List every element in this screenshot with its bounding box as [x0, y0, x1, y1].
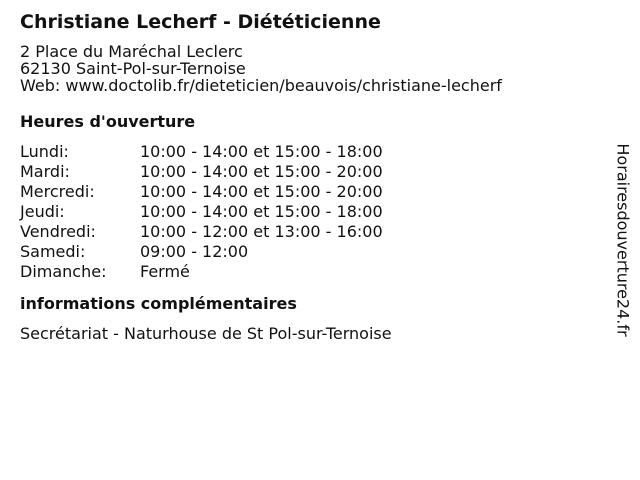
address-line-1: 2 Place du Maréchal Leclerc — [20, 42, 243, 61]
business-name: Christiane Lecherf - Diététicienne — [20, 11, 381, 33]
address-block — [20, 43, 600, 94]
hours-table — [20, 142, 600, 282]
site-brand-vertical: Horairesdouverture24.fr — [613, 143, 633, 337]
hours-day: Jeudi: — [20, 202, 65, 221]
hours-row — [20, 222, 600, 242]
hours-row — [20, 202, 600, 222]
web-label: Web: — [20, 76, 61, 95]
business-card — [20, 10, 600, 344]
hours-time: Fermé — [140, 262, 190, 281]
hours-day: Mardi: — [20, 162, 70, 181]
web-line — [20, 77, 600, 94]
hours-time: 10:00 - 12:00 et 13:00 - 16:00 — [140, 222, 383, 241]
hours-row — [20, 142, 600, 162]
info-heading: informations complémentaires — [20, 294, 297, 313]
hours-day: Dimanche: — [20, 262, 107, 281]
hours-time: 09:00 - 12:00 — [140, 242, 249, 261]
address-line-2: 62130 Saint-Pol-sur-Ternoise — [20, 59, 246, 78]
hours-day: Mercredi: — [20, 182, 95, 201]
hours-day: Vendredi: — [20, 222, 96, 241]
hours-time: 10:00 - 14:00 et 15:00 - 20:00 — [140, 162, 383, 181]
hours-row — [20, 242, 600, 262]
hours-time: 10:00 - 14:00 et 15:00 - 20:00 — [140, 182, 383, 201]
info-text: Secrétariat - Naturhouse de St Pol-sur-Ternoise — [20, 324, 392, 343]
hours-row — [20, 182, 600, 202]
hours-heading: Heures d'ouverture — [20, 112, 196, 131]
hours-row — [20, 262, 600, 282]
hours-time: 10:00 - 14:00 et 15:00 - 18:00 — [140, 142, 383, 161]
hours-day: Lundi: — [20, 142, 69, 161]
web-link[interactable]: www.doctolib.fr/dieteticien/beauvois/christiane-lecherf — [65, 76, 502, 95]
hours-day: Samedi: — [20, 242, 86, 261]
hours-time: 10:00 - 14:00 et 15:00 - 18:00 — [140, 202, 383, 221]
hours-row — [20, 162, 600, 182]
